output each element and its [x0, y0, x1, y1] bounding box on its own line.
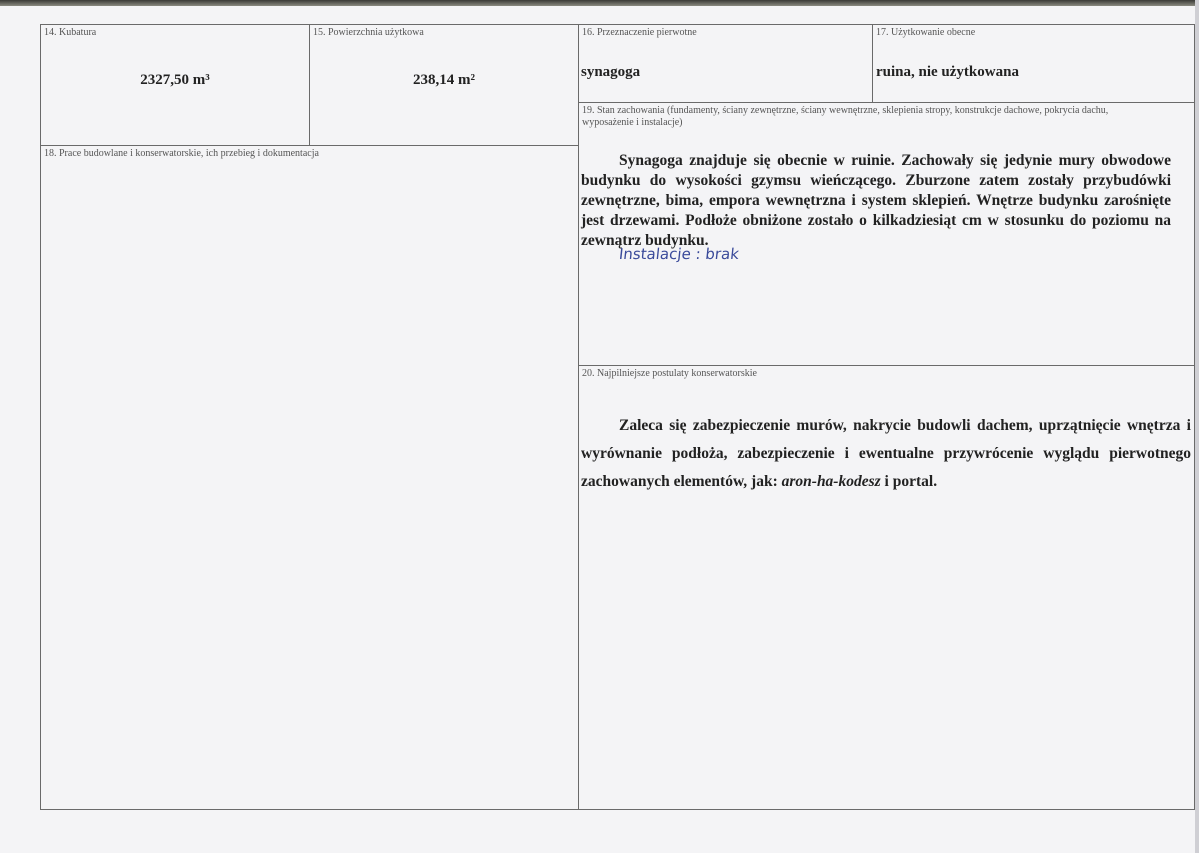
field-value: 238,14 m² [413, 72, 475, 88]
text-italic: aron-ha-kodesz [781, 473, 881, 490]
text-part: Zaleca się zabezpieczenie murów, nakrycie budowli dachem, uprzątnięcie wnętrza i wyrównanie podłoża, zabezpieczenie i ewentualne przywrócenie wyglądu pierwotnego zachowanych elementów, jak: [581, 417, 1191, 490]
scan-edge [0, 0, 1199, 6]
handwritten-note: Instalacje : brak [618, 245, 740, 263]
field-text: Synagoga znajduje się obecnie w ruinie. Zachowały się jedynie mury obwodowe budynku do wysokości gzymsu wieńczącego. Zburzone zatem zostały przybudówki zewnętrzne, bima, empora wewnętrzna i system sklepień. Wnętrze budynku zarośnięte jest drzewami. Podłoże obniżone zostało o kilkadziesiąt cm w stosunku do poziomu na zewnątrz budynku. [581, 152, 1171, 249]
field-label: 18. Prace budowlane i konserwatorskie, ich przebieg i dokumentacja [44, 148, 319, 159]
text-part: i portal. [880, 473, 938, 490]
field-label: 17. Użytkowanie obecne [876, 27, 976, 38]
field-label: 14. Kubatura [44, 27, 97, 38]
field-value: ruina, nie użytkowana [876, 64, 1019, 80]
field-14-kubatura [40, 24, 310, 146]
field-label: 15. Powierzchnia użytkowa [313, 27, 424, 38]
field-20-postulaty [578, 365, 1195, 810]
field-label: 16. Przeznaczenie pierwotne [582, 27, 697, 38]
scan-edge-right [1195, 0, 1199, 853]
field-label: 19. Stan zachowania (fundamenty, ściany zewnętrzne, ściany wewnętrzne, sklepienia stropy, konstrukcje dachowe, pokrycia dachu, wyposażenie i instalacje) [582, 105, 1109, 128]
field-text [581, 412, 1191, 496]
field-18-prace [40, 145, 579, 810]
field-15-powierzchnia [309, 24, 579, 146]
field-value: synagoga [581, 64, 641, 80]
field-label: 20. Najpilniejsze postulaty konserwatorskie [582, 368, 757, 379]
field-17-uzytkowanie [872, 24, 1195, 103]
field-value: 2327,50 m³ [140, 72, 210, 88]
field-19-stan-zachowania [578, 102, 1195, 366]
field-16-przeznaczenie [578, 24, 873, 103]
